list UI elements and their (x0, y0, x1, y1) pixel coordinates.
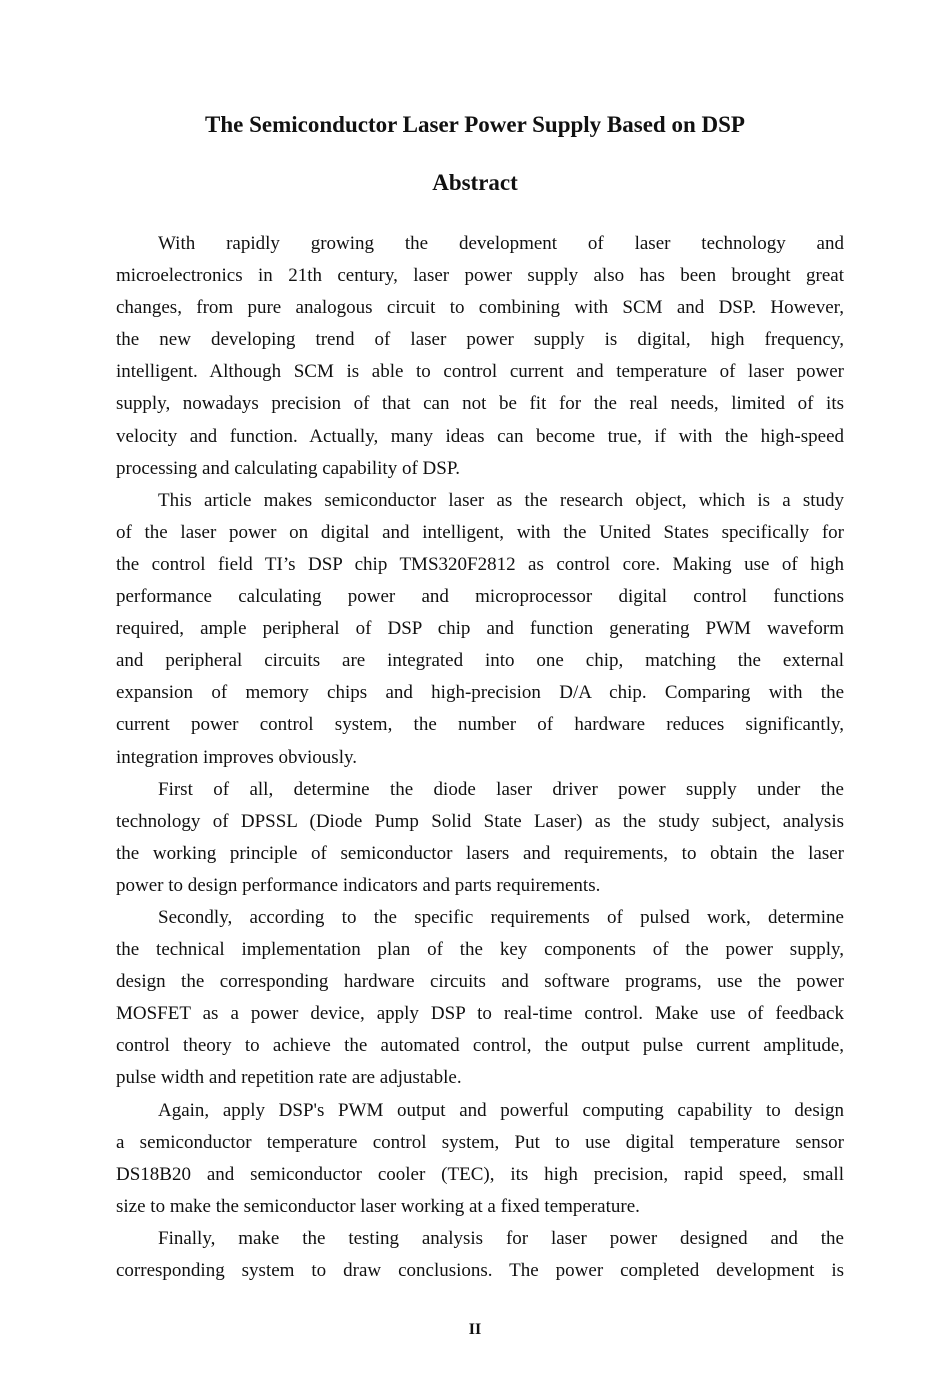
text-line: pulse width and repetition rate are adjustable. (116, 1067, 462, 1089)
text-line: Secondly, according to the specific requirements of pulsed work, determine (158, 906, 844, 928)
text-line: changes, from pure analogous circuit to combining with SCM and DSP. However, (116, 297, 844, 319)
text-line: With rapidly growing the development of laser technology and (158, 233, 844, 254)
paragraph-3 (116, 774, 844, 902)
text-line: supply, nowadays precision of that can not be fit for the real needs, limited of its (116, 393, 844, 415)
paragraph-1 (116, 228, 844, 485)
paragraph-2 (116, 485, 844, 774)
text-line: DS18B20 and semiconductor cooler (TEC), its high precision, rapid speed, small (116, 1163, 844, 1185)
text-line: performance calculating power and microprocessor digital control functions (116, 586, 844, 608)
text-line: Finally, make the testing analysis for laser power designed and the (158, 1227, 844, 1249)
paragraph-4 (116, 902, 844, 1095)
text-line: a semiconductor temperature control system, Put to use digital temperature sensor (116, 1131, 844, 1153)
text-line: current power control system, the number of hardware reduces significantly, (116, 714, 844, 736)
text-line: microelectronics in 21th century, laser power supply also has been brought great (116, 265, 844, 287)
text-line: design the corresponding hardware circuits and software programs, use the power (116, 971, 844, 993)
text-line: This article makes semiconductor laser as the research object, which is a study (158, 489, 844, 511)
text-line: Again, apply DSP's PWM output and powerful computing capability to design (158, 1099, 844, 1121)
text-line: intelligent. Although SCM is able to control current and temperature of laser power (116, 361, 844, 383)
text-line: integration improves obviously. (116, 746, 357, 768)
text-line: First of all, determine the diode laser driver power supply under the (158, 778, 844, 800)
text-line: required, ample peripheral of DSP chip and function generating PWM waveform (116, 618, 844, 640)
text-line: the working principle of semiconductor lasers and requirements, to obtain the laser (116, 842, 844, 864)
text-line: and peripheral circuits are integrated into one chip, matching the external (116, 650, 844, 672)
text-line: control theory to achieve the automated control, the output pulse current amplitude, (116, 1035, 844, 1057)
text-line: the control field TI’s DSP chip TMS320F2812 as control core. Making use of high (116, 553, 844, 575)
document-title: The Semiconductor Laser Power Supply Based on DSP (205, 112, 745, 137)
text-line: of the laser power on digital and intelligent, with the United States specifically for (116, 521, 844, 543)
text-line: MOSFET as a power device, apply DSP to real-time control. Make use of feedback (116, 1003, 844, 1025)
text-line: the technical implementation plan of the key components of the power supply, (116, 939, 844, 961)
abstract-body (116, 228, 844, 1287)
text-line: technology of DPSSL (Diode Pump Solid State Laser) as the study subject, analysis (116, 810, 844, 832)
text-line: the new developing trend of laser power supply is digital, high frequency, (116, 329, 844, 351)
text-line: processing and calculating capability of DSP. (116, 457, 461, 479)
abstract-heading: Abstract (432, 170, 518, 195)
text-line: size to make the semiconductor laser working at a fixed temperature. (116, 1195, 640, 1217)
paragraph-6 (116, 1223, 844, 1287)
text-line: velocity and function. Actually, many ideas can become true, if with the high-speed (116, 425, 844, 447)
text-line: expansion of memory chips and high-precision D/A chip. Comparing with the (116, 682, 844, 704)
page-number: II (468, 1321, 482, 1338)
text-line: corresponding system to draw conclusions. The power completed development is (116, 1260, 844, 1281)
text-line: power to design performance indicators and parts requirements. (116, 874, 601, 896)
paragraph-5 (116, 1095, 844, 1223)
